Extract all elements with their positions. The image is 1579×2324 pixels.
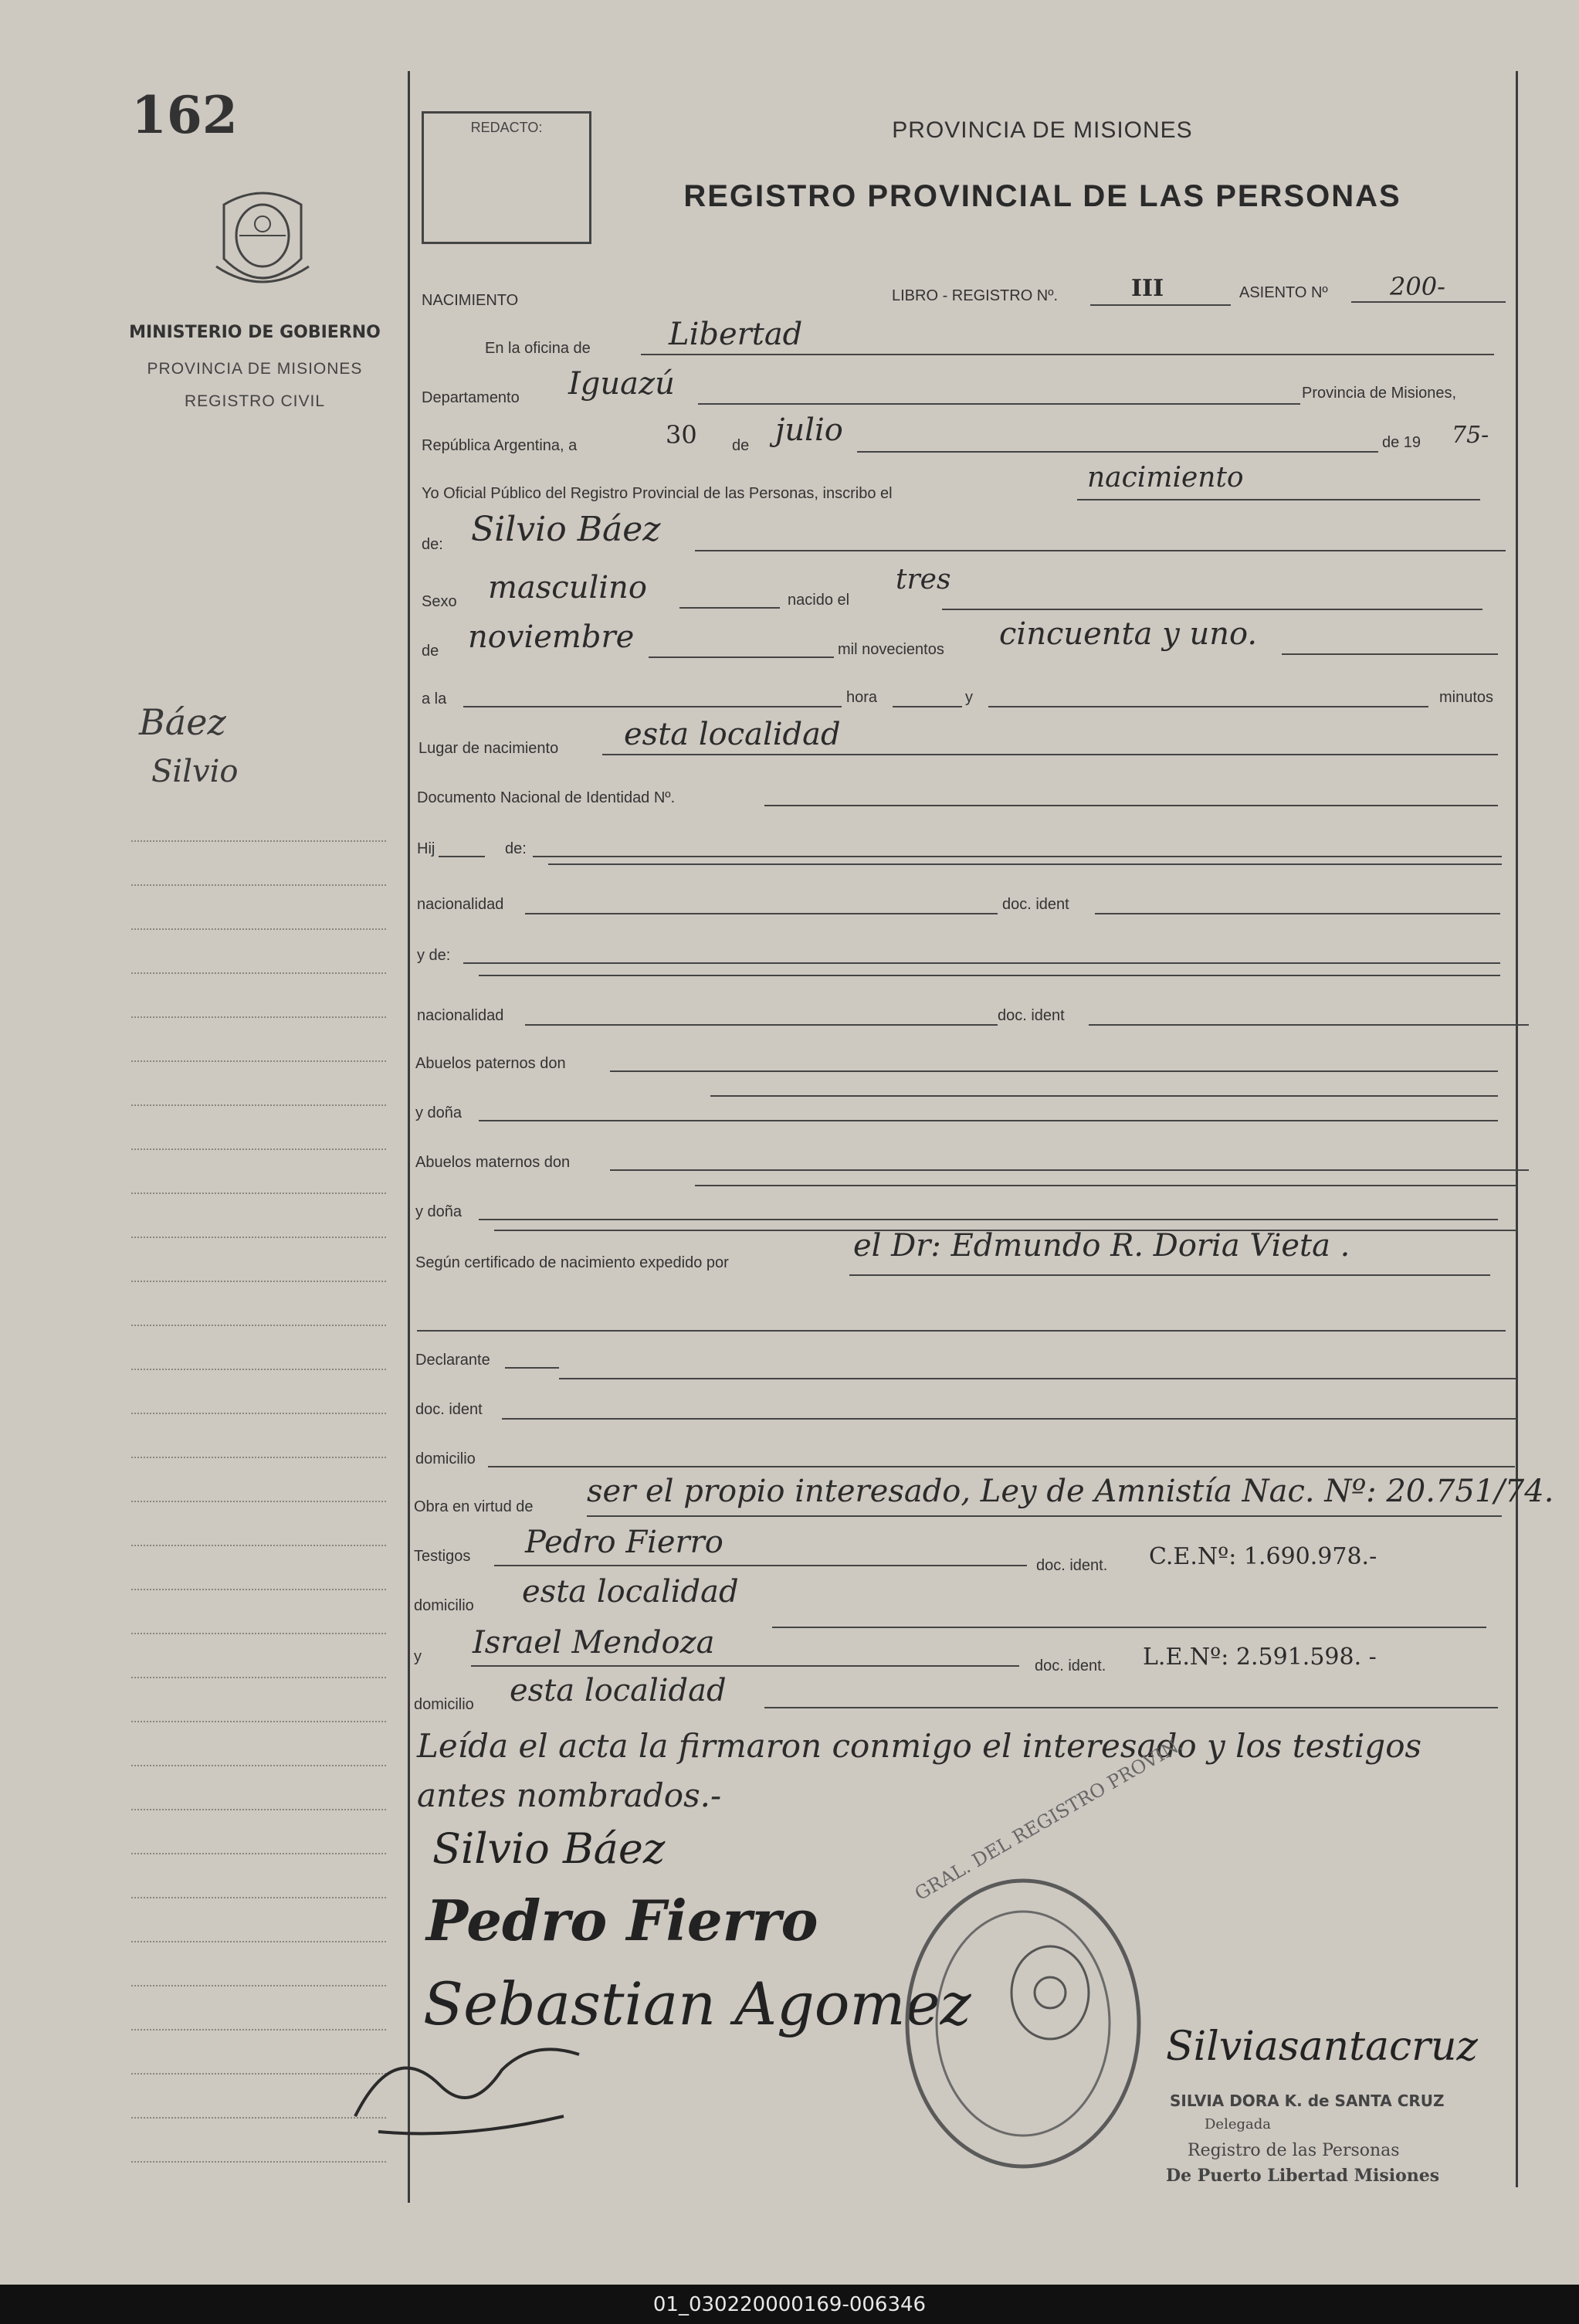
mil-label: mil novecientos (838, 641, 944, 658)
signature-interesado: Silvio Báez (432, 1824, 666, 1873)
y-de-label: y de: (417, 947, 451, 964)
year-value: 75- (1452, 422, 1489, 449)
minutos-label: minutos (1439, 689, 1494, 706)
signature-testigo-2: Sebastian Agomez (423, 1969, 971, 2038)
docident5-label: doc. ident. (1035, 1657, 1106, 1674)
hora-label: hora (846, 689, 878, 706)
sexo-label: Sexo (422, 593, 457, 610)
docident3-label: doc. ident (415, 1401, 483, 1418)
section-label: NACIMIENTO (422, 292, 519, 309)
testigo2-value: Israel Mendoza (473, 1625, 715, 1661)
testigo1-value: Pedro Fierro (525, 1525, 723, 1560)
abuelos-mat-label: Abuelos maternos don (415, 1154, 571, 1171)
obra-label: Obra en virtud de (414, 1498, 534, 1515)
nacido-value: tres (896, 564, 951, 595)
nacionalidad2-label: nacionalidad (417, 1007, 504, 1024)
nacionalidad1-label: nacionalidad (417, 896, 504, 913)
sexo-value: masculino (488, 570, 647, 606)
provincia-label: Provincia de Misiones, (1302, 385, 1457, 402)
certificado-value: el Dr: Edmundo R. Doria Vieta . (853, 1228, 1350, 1264)
province-title: PROVINCIA DE MISIONES (892, 117, 1193, 143)
registry-title: REGISTRO PROVINCIAL DE LAS PERSONAS (683, 179, 1401, 213)
closing-line-2: antes nombrados.- (417, 1776, 722, 1814)
libro-value: III (1131, 275, 1164, 302)
official-role: Delegada (1205, 2116, 1272, 2132)
testigos-label: Testigos (414, 1548, 471, 1565)
oficial-text: Yo Oficial Público del Registro Provincial de las Personas, inscribo el (422, 485, 893, 502)
obra-value: ser el propio interesado, Ley de Amnistía Nac. Nº: 20.751/74. (587, 1474, 1554, 1509)
closing-line-1: Leída el acta la firmaron conmigo el interesado y los testigos (417, 1727, 1422, 1765)
official-signature: Silviasantacruz (1166, 2024, 1478, 2070)
testigo1-doc: C.E.Nº: 1.690.978.- (1149, 1543, 1377, 1570)
coat-of-arms-icon (208, 182, 317, 305)
year2-value: cincuenta y uno. (999, 616, 1258, 652)
official-place: De Puerto Libertad Misiones (1166, 2166, 1440, 2186)
y-dona2-label: y doña (415, 1203, 463, 1220)
abuelos-pat-label: Abuelos paternos don (415, 1055, 566, 1072)
footer-code: 01_030220000169-006346 (0, 2285, 1579, 2324)
nacido-label: nacido el (788, 592, 850, 609)
seal-text: GRAL. DEL REGISTRO PROVIN. (911, 1733, 1187, 1905)
docident4-label: doc. ident. (1036, 1557, 1108, 1574)
year-label: de 19 (1382, 434, 1421, 451)
redacto-label: REDACTO: (470, 120, 543, 135)
docident1-label: doc. ident (1002, 896, 1069, 913)
certificado-label: Según certificado de nacimiento expedido por (415, 1254, 729, 1271)
oficina-label: En la oficina de (485, 340, 591, 357)
a-la-label: a la (422, 690, 447, 707)
margin-given-name: Silvio (151, 754, 239, 789)
hijo-label: Hij (417, 840, 435, 857)
de-nombre-label: de: (422, 536, 443, 553)
y-dona1-label: y doña (415, 1104, 463, 1121)
y-label: y (965, 689, 973, 706)
libro-label: LIBRO - REGISTRO Nº. (892, 287, 1059, 304)
de3-label: de: (505, 840, 527, 857)
lugar-value: esta localidad (624, 717, 841, 752)
de2-label: de (422, 643, 439, 660)
month2-value: noviembre (468, 619, 635, 655)
departamento-value: Iguazú (568, 366, 675, 402)
docident2-label: doc. ident (998, 1007, 1065, 1024)
asiento-label: ASIENTO Nº (1239, 284, 1328, 301)
right-border (1516, 71, 1518, 2187)
domicilio2-label: domicilio (414, 1597, 474, 1614)
ministry-title: MINISTERIO DE GOBIERNO (129, 323, 381, 342)
lugar-label: Lugar de nacimiento (418, 740, 559, 757)
oficina-value: Libertad (669, 317, 803, 352)
official-office: Registro de las Personas (1188, 2141, 1400, 2160)
declarante-label: Declarante (415, 1352, 490, 1369)
domicilio3-label: domicilio (414, 1696, 474, 1713)
dni-label: Documento Nacional de Identidad Nº. (417, 789, 676, 806)
ministry-registry: REGISTRO CIVIL (184, 392, 326, 410)
inscribo-value: nacimiento (1087, 462, 1244, 494)
margin-surname: Báez (139, 701, 226, 743)
de-label: de (732, 437, 750, 454)
signature-flourish (347, 2024, 595, 2139)
official-seal-icon (896, 1869, 1150, 2178)
official-name: SILVIA DORA K. de SANTA CRUZ (1170, 2092, 1445, 2110)
redacto-box (422, 111, 591, 244)
signature-testigo-1: Pedro Fierro (426, 1888, 818, 1953)
folio-number: 162 (131, 85, 238, 145)
domicilio1-label: domicilio (415, 1450, 476, 1467)
ministry-province: PROVINCIA DE MISIONES (147, 360, 363, 378)
domicilio3-value: esta localidad (510, 1673, 727, 1708)
column-divider (408, 71, 410, 2203)
nombre-value: Silvio Báez (471, 510, 661, 549)
testigo2-doc: L.E.Nº: 2.591.598. - (1143, 1644, 1377, 1671)
republica-label: República Argentina, a (422, 437, 578, 454)
domicilio2-value: esta localidad (522, 1574, 739, 1610)
month-value: julio (775, 412, 843, 448)
asiento-value: 200- (1390, 272, 1445, 301)
y2-label: y (414, 1648, 422, 1665)
departamento-label: Departamento (422, 389, 520, 406)
day-value: 30 (666, 420, 697, 450)
